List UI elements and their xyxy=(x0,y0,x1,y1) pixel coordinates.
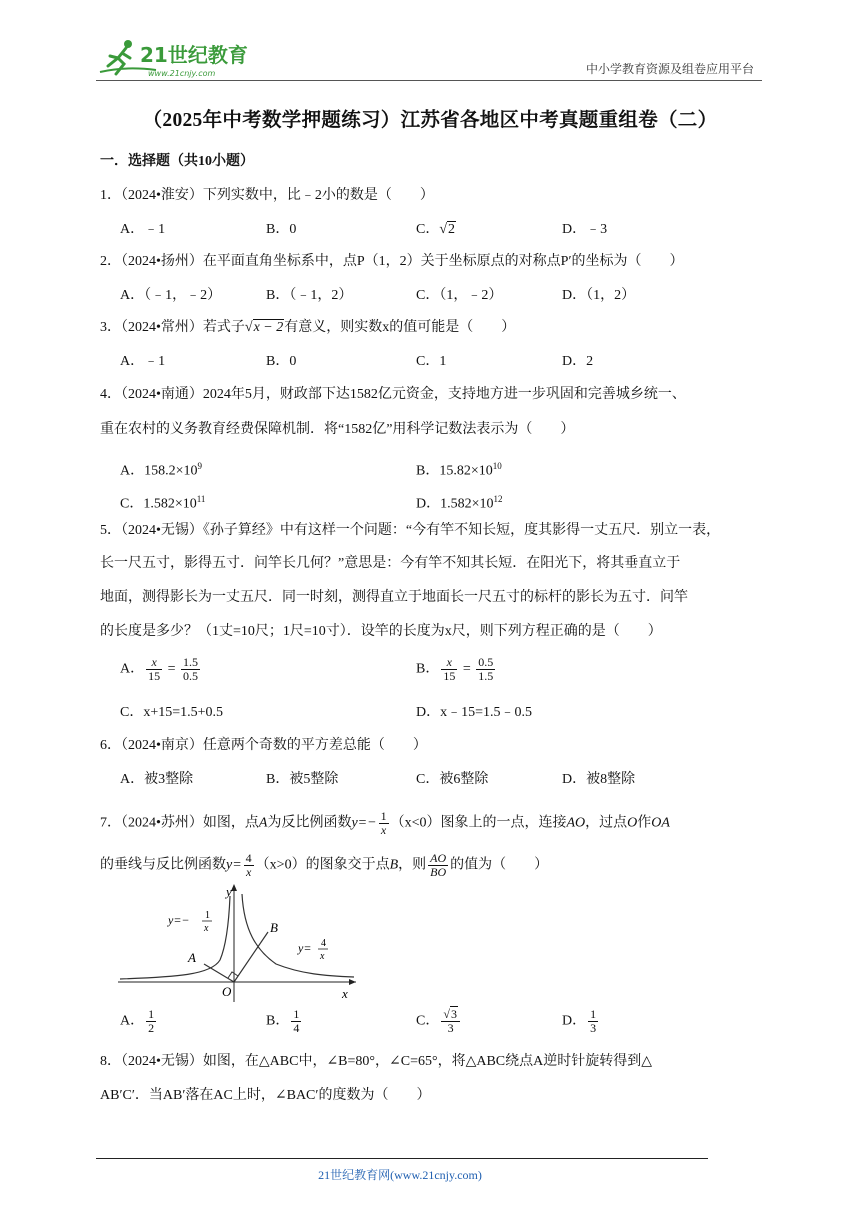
q3-option-d: D．2 xyxy=(562,354,594,369)
sqrt-x-minus-2: √x − 2 xyxy=(244,320,284,335)
question-4-line-1: 4．（2024•南通）2024年5月，财政部下达1582亿元资金，支持地方进一步巩固和完善城乡统一、 xyxy=(100,387,686,402)
q2-option-a: A．（﹣1，﹣2） xyxy=(120,288,222,303)
right-curve-label: y= xyxy=(298,941,312,955)
header-platform-text: 中小学教育资源及组卷应用平台 xyxy=(585,62,754,76)
q7-option-b: B． $\frac{1}{4}$ xyxy=(266,1007,300,1035)
q5-option-d: D．x﹣15=1.5﹣0.5 xyxy=(416,705,533,720)
q6-option-a: A．被3整除 xyxy=(120,772,194,787)
left-curve-label: y=− xyxy=(168,913,190,927)
q1-option-a: A．﹣1 xyxy=(120,222,166,237)
question-6-stem: 6．（2024•南京）任意两个奇数的平方差总能（ ） xyxy=(100,738,427,753)
question-2-stem: 2．（2024•扬州）在平面直角坐标系中，点P（1，2）关于坐标原点的对称点P′的坐标为（ ） xyxy=(100,254,684,269)
footer-link[interactable]: 21世纪教育网(www.21cnjy.com) xyxy=(318,1168,482,1182)
left-curve-den: x xyxy=(204,923,209,934)
q7-option-c: C． $\frac{√3}{3}$ xyxy=(416,1008,462,1034)
logo-text: 21世纪教育 xyxy=(140,43,248,67)
q1-option-d: D．﹣3 xyxy=(562,222,608,237)
q6-option-b: B．被5整除 xyxy=(266,772,339,787)
segment-ob xyxy=(234,932,268,982)
q7-option-a: A． $\frac{1}{2}$ xyxy=(120,1007,155,1035)
q3-option-b: B．0 xyxy=(266,354,297,369)
q5-option-b: B． $\frac{x}{15}$ = $\frac{0.5}{1.5}$ xyxy=(416,655,494,683)
q6-option-c: C．被6整除 xyxy=(416,772,489,787)
q4-option-a: A．$158.2\times 10^9$ xyxy=(120,461,203,479)
right-hyperbola-branch xyxy=(242,894,354,977)
q5-option-a: A． $\frac{x}{15}$ = $\frac{1.5}{0.5}$ xyxy=(120,655,199,683)
q4-option-d: D．$1.582\times 10^{12}$ xyxy=(416,494,503,512)
logo xyxy=(96,36,266,80)
q1-option-c: C．√2 xyxy=(416,220,456,240)
q2-option-b: B．（﹣1，2） xyxy=(266,288,353,303)
question-5-line-2: 长一尺五寸，影得五寸．问竿长几何？”意思是：今有竿不知其长短．在阳光下，将其垂直立于 xyxy=(100,556,681,571)
q2-option-d: D．（1，2） xyxy=(562,288,636,303)
question-3-stem: 3．（2024•常州）若式子√x − 2有意义，则实数x的值可能是（ ） xyxy=(100,318,515,338)
x-axis-arrow-icon xyxy=(349,979,356,985)
question-8-line-2: AB′C′．当AB′落在AC上时，∠BAC′的度数为（ ） xyxy=(100,1088,431,1103)
header-divider xyxy=(96,80,762,81)
q7-hyperbola-figure xyxy=(116,880,360,1004)
point-a-label: A xyxy=(188,950,196,965)
q4-option-c: C．$1.582\times 10^{11}$ xyxy=(120,494,206,512)
q3-option-a: A．﹣1 xyxy=(120,354,166,369)
origin-label: O xyxy=(222,984,232,999)
question-5-line-4: 的长度是多少？（1丈=10尺；1尺=10寸）．设竿的长度为x尺，则下列方程正确的是（ ） xyxy=(100,624,662,639)
logo-url: www.21cnjy.com xyxy=(148,69,216,78)
sqrt-2: √2 xyxy=(439,222,456,237)
q5-option-c: C．x+15=1.5+0.5 xyxy=(120,705,224,720)
y-axis-label: y xyxy=(226,884,232,899)
right-curve-den: x xyxy=(320,951,325,962)
question-7-line-2: 的垂线与反比例函数y= $\frac{4}{x}$ （x>0）的图象交于点B，则 $\frac{AO}{BO}$ 的值为（ ） xyxy=(100,851,549,879)
question-5-line-3: 地面，测得影长为一丈五尺．同一时刻，测得直立于地面长一尺五寸的标杆的影长为五寸．问竿 xyxy=(100,590,688,605)
question-1-stem: 1．（2024•淮安）下列实数中，比﹣2小的数是（ ） xyxy=(100,188,434,203)
section-heading: 一．选择题（共10小题） xyxy=(100,154,254,169)
left-hyperbola-branch xyxy=(120,896,230,979)
q4-option-b: B．$15.82\times 10^{10}$ xyxy=(416,461,502,479)
document-title: （2025年中考数学押题练习）江苏省各地区中考真题重组卷（二） xyxy=(142,110,718,131)
point-b-label: B xyxy=(270,920,278,935)
x-axis-label: x xyxy=(342,986,348,1001)
right-curve-num: 4 xyxy=(321,938,326,949)
y-axis-arrow-icon xyxy=(231,884,237,891)
right-angle-mark xyxy=(228,972,238,978)
question-5-line-1: 5．（2024•无锡）《孙子算经》中有这样一个问题：“今有竿不知长短，度其影得一丈五尺．别立一表， xyxy=(100,523,721,538)
question-7-line-1: 7．（2024•苏州）如图，点A为反比例函数y=− $\frac{1}{x}$ （x<0）图象上的一点，连接AO，过点O作OA xyxy=(100,809,670,837)
q1-option-b: B．0 xyxy=(266,222,297,237)
question-8-line-1: 8．（2024•无锡）如图，在△ABC中，∠B=80°，∠C=65°，将△ABC绕点A逆时针旋转得到△ xyxy=(100,1054,653,1069)
segment-ao xyxy=(204,964,234,982)
q2-option-c: C．（1，﹣2） xyxy=(416,288,503,303)
q3-option-c: C．1 xyxy=(416,354,447,369)
q6-option-d: D．被8整除 xyxy=(562,772,636,787)
question-4-line-2: 重在农村的义务教育经费保障机制．将“1582亿”用科学记数法表示为（ ） xyxy=(100,422,575,437)
footer-divider xyxy=(96,1158,708,1159)
left-curve-num: 1 xyxy=(205,910,210,921)
q7-option-d: D． $\frac{1}{3}$ xyxy=(562,1007,597,1035)
